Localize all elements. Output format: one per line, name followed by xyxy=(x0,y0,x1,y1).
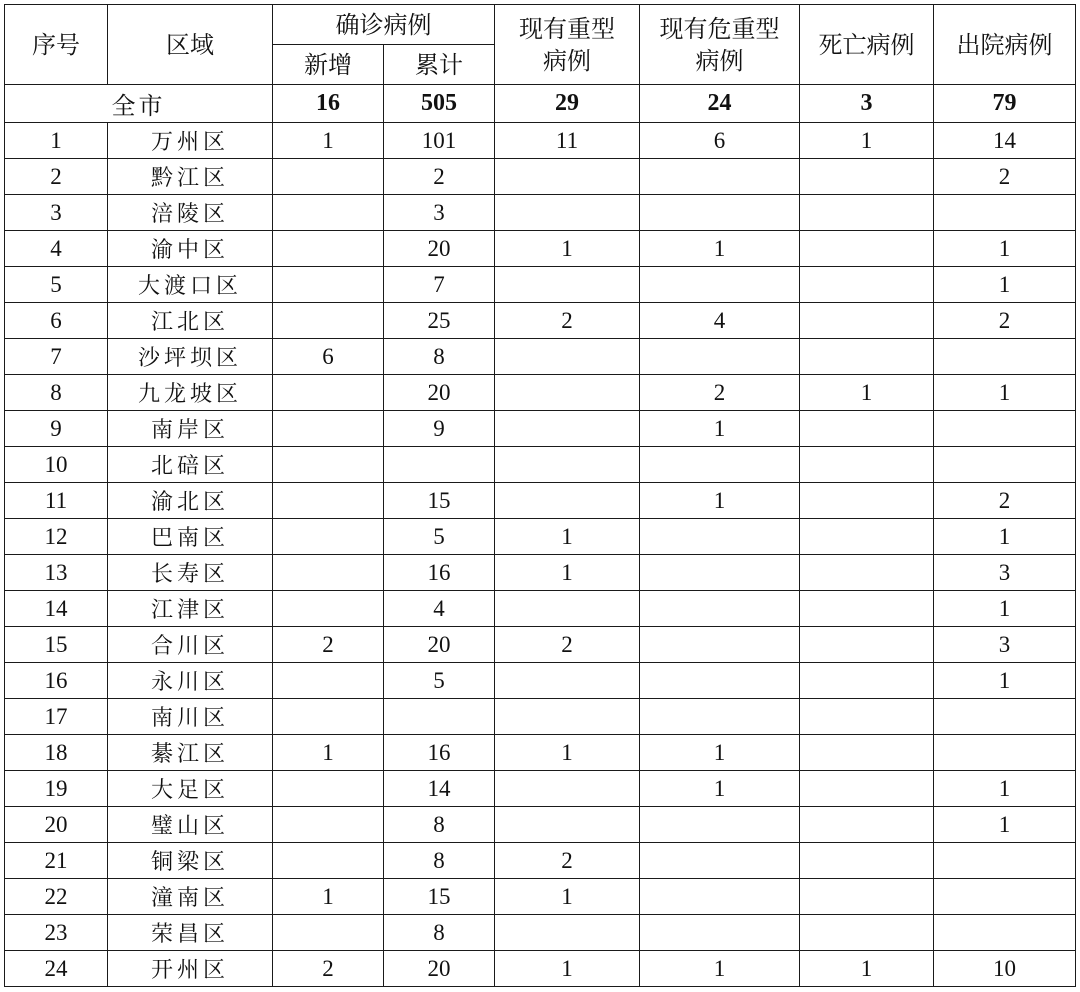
cell-discharged xyxy=(934,879,1076,915)
cell-severe xyxy=(495,591,640,627)
cell-new xyxy=(273,159,384,195)
cell-severe: 11 xyxy=(495,123,640,159)
cell-new xyxy=(273,663,384,699)
cell-cumulative: 5 xyxy=(384,519,495,555)
cell-region: 南川区 xyxy=(108,699,273,735)
header-critical xyxy=(640,5,800,85)
cell-severe xyxy=(495,771,640,807)
cell-critical xyxy=(640,159,800,195)
cell-severe xyxy=(495,375,640,411)
cell-discharged xyxy=(934,915,1076,951)
cell-seq: 3 xyxy=(5,195,108,231)
cell-discharged: 1 xyxy=(934,771,1076,807)
cell-deaths xyxy=(800,555,934,591)
cell-seq: 6 xyxy=(5,303,108,339)
cell-discharged xyxy=(934,195,1076,231)
cell-region: 巴南区 xyxy=(108,519,273,555)
cell-critical: 1 xyxy=(640,231,800,267)
cell-cumulative: 15 xyxy=(384,879,495,915)
cell-new xyxy=(273,303,384,339)
cell-deaths xyxy=(800,807,934,843)
table-row xyxy=(5,231,1076,267)
cell-new: 1 xyxy=(273,123,384,159)
header-critical-line1: 现有危重型 xyxy=(659,14,780,43)
cell-critical: 1 xyxy=(640,771,800,807)
cell-cumulative: 3 xyxy=(384,195,495,231)
header-cumulative: 累计 xyxy=(384,45,495,85)
cell-severe: 1 xyxy=(495,231,640,267)
cell-new: 2 xyxy=(273,951,384,987)
cell-discharged xyxy=(934,447,1076,483)
cell-region: 綦江区 xyxy=(108,735,273,771)
cell-severe xyxy=(495,411,640,447)
cell-region: 荣昌区 xyxy=(108,915,273,951)
cell-cumulative: 9 xyxy=(384,411,495,447)
cell-severe xyxy=(495,447,640,483)
cell-deaths xyxy=(800,447,934,483)
cell-severe xyxy=(495,915,640,951)
cell-discharged: 1 xyxy=(934,519,1076,555)
cell-discharged xyxy=(934,843,1076,879)
cell-discharged: 1 xyxy=(934,807,1076,843)
cell-region: 合川区 xyxy=(108,627,273,663)
cell-critical xyxy=(640,195,800,231)
cell-cumulative: 16 xyxy=(384,555,495,591)
cell-seq: 24 xyxy=(5,951,108,987)
cell-seq: 12 xyxy=(5,519,108,555)
cell-cumulative xyxy=(384,447,495,483)
cell-deaths xyxy=(800,411,934,447)
cell-critical xyxy=(640,519,800,555)
total-deaths: 3 xyxy=(800,85,934,123)
cell-cumulative: 101 xyxy=(384,123,495,159)
cell-region: 大渡口区 xyxy=(108,267,273,303)
cell-seq: 9 xyxy=(5,411,108,447)
cell-discharged: 3 xyxy=(934,555,1076,591)
cell-cumulative: 5 xyxy=(384,663,495,699)
cell-severe xyxy=(495,195,640,231)
header-new: 新增 xyxy=(273,45,384,85)
cell-deaths xyxy=(800,267,934,303)
cell-region: 大足区 xyxy=(108,771,273,807)
cell-deaths xyxy=(800,231,934,267)
cell-discharged xyxy=(934,699,1076,735)
header-discharged: 出院病例 xyxy=(934,5,1076,85)
table-row xyxy=(5,483,1076,519)
cell-seq: 19 xyxy=(5,771,108,807)
cell-new xyxy=(273,267,384,303)
cell-seq: 11 xyxy=(5,483,108,519)
cell-region: 潼南区 xyxy=(108,879,273,915)
cell-cumulative: 20 xyxy=(384,627,495,663)
cell-severe xyxy=(495,483,640,519)
cell-severe xyxy=(495,339,640,375)
table-row xyxy=(5,951,1076,987)
cell-critical xyxy=(640,879,800,915)
table-row xyxy=(5,375,1076,411)
table-body xyxy=(5,85,1076,987)
cell-new xyxy=(273,591,384,627)
cell-critical xyxy=(640,915,800,951)
cell-region: 黔江区 xyxy=(108,159,273,195)
cell-new xyxy=(273,231,384,267)
cell-discharged: 2 xyxy=(934,483,1076,519)
header-seq: 序号 xyxy=(5,5,108,85)
cell-seq: 1 xyxy=(5,123,108,159)
cell-deaths xyxy=(800,663,934,699)
cell-cumulative: 8 xyxy=(384,807,495,843)
cell-new xyxy=(273,843,384,879)
cell-seq: 15 xyxy=(5,627,108,663)
cell-region: 沙坪坝区 xyxy=(108,339,273,375)
header-severe xyxy=(495,5,640,85)
cell-severe: 1 xyxy=(495,879,640,915)
cell-discharged xyxy=(934,735,1076,771)
cell-severe xyxy=(495,699,640,735)
cell-deaths: 1 xyxy=(800,951,934,987)
cell-new xyxy=(273,555,384,591)
cell-new xyxy=(273,375,384,411)
header-severe-line2: 病例 xyxy=(543,46,591,75)
cell-seq: 5 xyxy=(5,267,108,303)
table-row xyxy=(5,771,1076,807)
cell-seq: 7 xyxy=(5,339,108,375)
table-row xyxy=(5,699,1076,735)
cell-critical xyxy=(640,591,800,627)
cell-critical xyxy=(640,807,800,843)
table-row xyxy=(5,519,1076,555)
cell-critical: 1 xyxy=(640,735,800,771)
cell-cumulative: 20 xyxy=(384,951,495,987)
cell-cumulative: 8 xyxy=(384,339,495,375)
cell-discharged: 14 xyxy=(934,123,1076,159)
cell-deaths xyxy=(800,879,934,915)
cell-cumulative: 14 xyxy=(384,771,495,807)
cell-deaths xyxy=(800,339,934,375)
cell-new xyxy=(273,807,384,843)
table-row xyxy=(5,879,1076,915)
total-cumulative: 505 xyxy=(384,85,495,123)
cell-discharged: 1 xyxy=(934,375,1076,411)
cell-cumulative: 8 xyxy=(384,915,495,951)
cell-severe xyxy=(495,663,640,699)
cell-critical xyxy=(640,555,800,591)
table-row xyxy=(5,195,1076,231)
cell-region: 渝北区 xyxy=(108,483,273,519)
cell-deaths xyxy=(800,915,934,951)
cell-region: 铜梁区 xyxy=(108,843,273,879)
cell-new xyxy=(273,699,384,735)
cell-deaths: 1 xyxy=(800,123,934,159)
cell-seq: 16 xyxy=(5,663,108,699)
cell-deaths xyxy=(800,195,934,231)
table-header xyxy=(5,5,1076,85)
header-region: 区域 xyxy=(108,5,273,85)
cell-region: 万州区 xyxy=(108,123,273,159)
cell-new xyxy=(273,915,384,951)
cell-deaths xyxy=(800,627,934,663)
cell-discharged: 2 xyxy=(934,159,1076,195)
total-severe: 29 xyxy=(495,85,640,123)
total-discharged: 79 xyxy=(934,85,1076,123)
cell-discharged: 10 xyxy=(934,951,1076,987)
cell-cumulative: 20 xyxy=(384,231,495,267)
cell-severe: 2 xyxy=(495,627,640,663)
total-new: 16 xyxy=(273,85,384,123)
header-deaths: 死亡病例 xyxy=(800,5,934,85)
cell-new xyxy=(273,519,384,555)
cell-region: 九龙坡区 xyxy=(108,375,273,411)
cell-critical xyxy=(640,627,800,663)
cell-region: 南岸区 xyxy=(108,411,273,447)
cell-region: 涪陵区 xyxy=(108,195,273,231)
cell-discharged xyxy=(934,411,1076,447)
cell-cumulative: 2 xyxy=(384,159,495,195)
table-row xyxy=(5,843,1076,879)
table-row xyxy=(5,735,1076,771)
cell-seq: 17 xyxy=(5,699,108,735)
cell-critical xyxy=(640,267,800,303)
cell-deaths xyxy=(800,159,934,195)
header-severe-line1: 现有重型 xyxy=(519,14,615,43)
cell-severe: 1 xyxy=(495,735,640,771)
table-row xyxy=(5,627,1076,663)
cell-deaths xyxy=(800,735,934,771)
cell-discharged: 1 xyxy=(934,267,1076,303)
cell-region: 渝中区 xyxy=(108,231,273,267)
cell-critical: 4 xyxy=(640,303,800,339)
cell-region: 开州区 xyxy=(108,951,273,987)
table-row xyxy=(5,339,1076,375)
total-critical: 24 xyxy=(640,85,800,123)
cell-new xyxy=(273,483,384,519)
cell-region: 永川区 xyxy=(108,663,273,699)
table-row xyxy=(5,663,1076,699)
cell-cumulative: 4 xyxy=(384,591,495,627)
header-confirmed: 确诊病例 xyxy=(273,5,495,45)
cell-severe xyxy=(495,807,640,843)
header-critical-line2: 病例 xyxy=(695,46,744,75)
table-row xyxy=(5,555,1076,591)
cell-severe: 1 xyxy=(495,519,640,555)
cell-new: 1 xyxy=(273,735,384,771)
cell-cumulative: 15 xyxy=(384,483,495,519)
cell-region: 璧山区 xyxy=(108,807,273,843)
cell-new xyxy=(273,195,384,231)
cell-seq: 14 xyxy=(5,591,108,627)
cell-severe: 2 xyxy=(495,303,640,339)
cell-discharged: 1 xyxy=(934,663,1076,699)
total-label: 全市 xyxy=(5,85,273,123)
cell-seq: 18 xyxy=(5,735,108,771)
table-row xyxy=(5,159,1076,195)
cell-new: 6 xyxy=(273,339,384,375)
cell-deaths xyxy=(800,843,934,879)
cell-cumulative: 20 xyxy=(384,375,495,411)
cell-new: 1 xyxy=(273,879,384,915)
cell-region: 江北区 xyxy=(108,303,273,339)
table-row xyxy=(5,267,1076,303)
statistics-table xyxy=(4,4,1076,987)
cell-region: 长寿区 xyxy=(108,555,273,591)
cell-critical: 1 xyxy=(640,411,800,447)
cell-severe xyxy=(495,159,640,195)
cell-critical: 6 xyxy=(640,123,800,159)
table-row xyxy=(5,591,1076,627)
cell-deaths: 1 xyxy=(800,375,934,411)
cell-critical: 2 xyxy=(640,375,800,411)
cell-discharged xyxy=(934,339,1076,375)
table-row xyxy=(5,411,1076,447)
cell-discharged: 1 xyxy=(934,231,1076,267)
table-row xyxy=(5,123,1076,159)
table-row xyxy=(5,303,1076,339)
cell-region: 江津区 xyxy=(108,591,273,627)
cell-seq: 10 xyxy=(5,447,108,483)
cell-critical xyxy=(640,663,800,699)
cell-seq: 20 xyxy=(5,807,108,843)
cell-deaths xyxy=(800,519,934,555)
cell-deaths xyxy=(800,303,934,339)
cell-cumulative: 7 xyxy=(384,267,495,303)
cell-cumulative xyxy=(384,699,495,735)
table-row xyxy=(5,447,1076,483)
cell-severe: 1 xyxy=(495,951,640,987)
table-row xyxy=(5,807,1076,843)
cell-critical xyxy=(640,447,800,483)
cell-deaths xyxy=(800,591,934,627)
cell-critical xyxy=(640,843,800,879)
cell-cumulative: 25 xyxy=(384,303,495,339)
cell-critical xyxy=(640,699,800,735)
cell-new xyxy=(273,771,384,807)
cell-critical: 1 xyxy=(640,483,800,519)
cell-new xyxy=(273,447,384,483)
cell-seq: 8 xyxy=(5,375,108,411)
cell-deaths xyxy=(800,771,934,807)
cell-seq: 22 xyxy=(5,879,108,915)
cell-new: 2 xyxy=(273,627,384,663)
cell-severe: 1 xyxy=(495,555,640,591)
cell-new xyxy=(273,411,384,447)
cell-discharged: 3 xyxy=(934,627,1076,663)
cell-discharged: 2 xyxy=(934,303,1076,339)
cell-seq: 13 xyxy=(5,555,108,591)
cell-cumulative: 16 xyxy=(384,735,495,771)
cell-cumulative: 8 xyxy=(384,843,495,879)
cell-seq: 2 xyxy=(5,159,108,195)
cell-severe xyxy=(495,267,640,303)
cell-seq: 21 xyxy=(5,843,108,879)
cell-discharged: 1 xyxy=(934,591,1076,627)
cell-critical xyxy=(640,339,800,375)
cell-region: 北碚区 xyxy=(108,447,273,483)
cell-seq: 4 xyxy=(5,231,108,267)
cell-critical: 1 xyxy=(640,951,800,987)
total-row xyxy=(5,85,1076,123)
cell-deaths xyxy=(800,483,934,519)
cell-severe: 2 xyxy=(495,843,640,879)
cell-deaths xyxy=(800,699,934,735)
cell-seq: 23 xyxy=(5,915,108,951)
table-row xyxy=(5,915,1076,951)
